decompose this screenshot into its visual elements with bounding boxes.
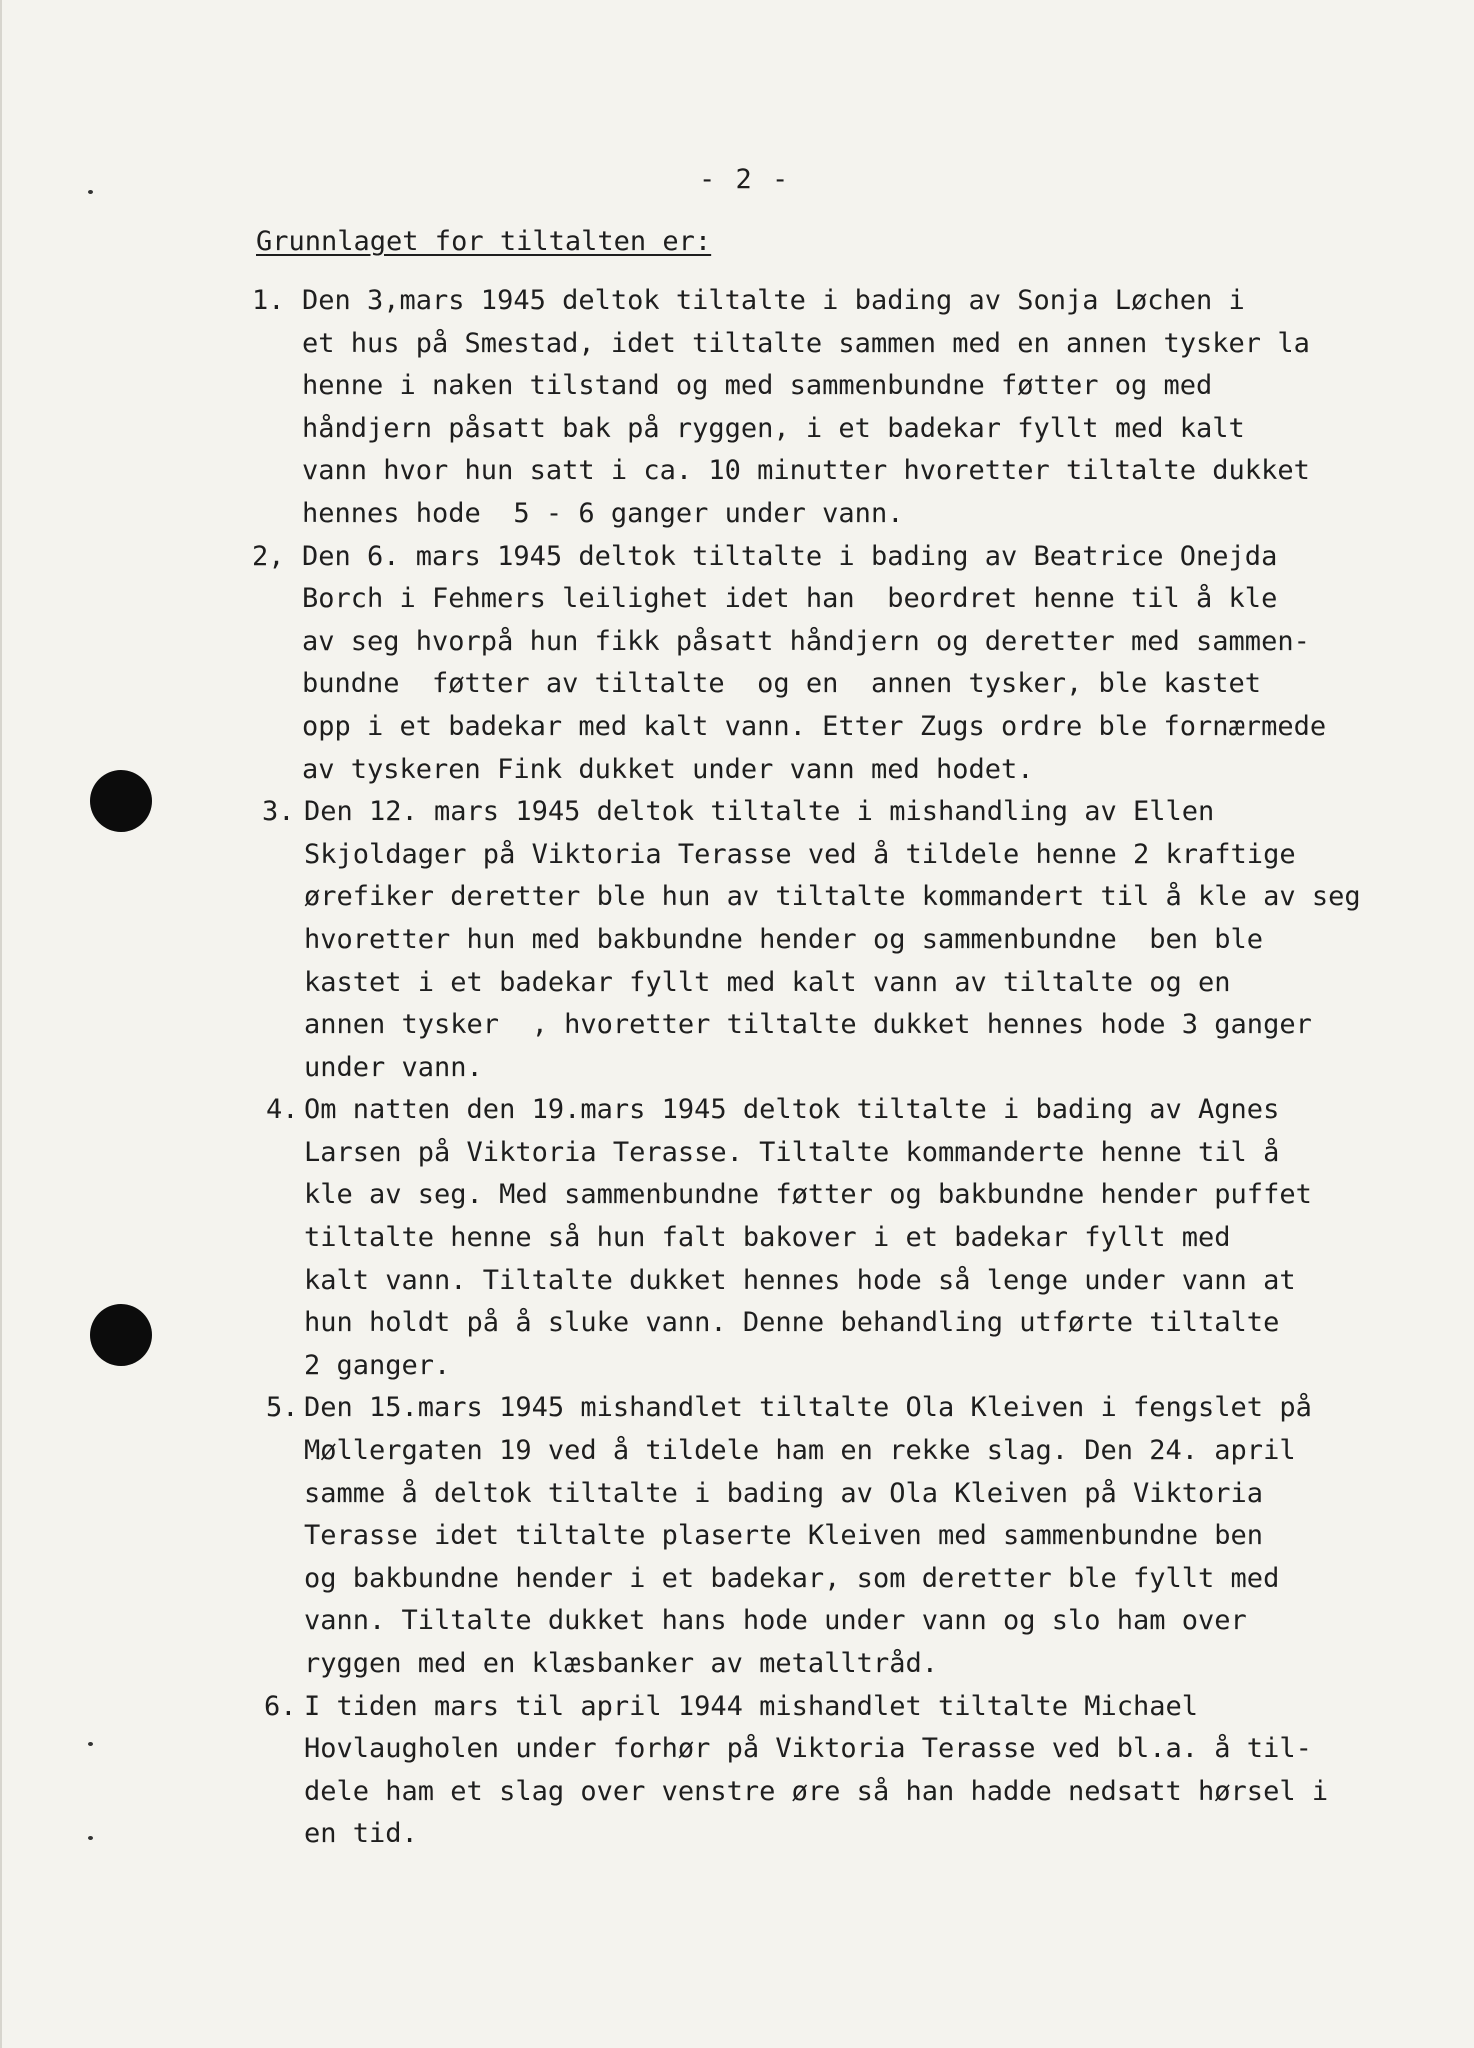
text-line: bundne føtter av tiltalte og en annen tysker, ble kastet	[302, 668, 1262, 700]
list-item	[264, 1686, 1432, 1856]
paper-speck	[88, 1742, 93, 1746]
text-line: 2 ganger.	[304, 1349, 451, 1381]
text-line: et hus på Smestad, idet tiltalte sammen med en annen tysker la	[302, 327, 1310, 359]
text-line: av tyskeren Fink dukket under vann med hodet.	[302, 753, 1034, 785]
text-line: hvoretter hun med bakbundne hender og sammenbundne ben ble	[304, 923, 1264, 955]
text-line: Borch i Fehmers leilighet idet han beordret henne til å kle	[302, 583, 1278, 615]
text-line: ørefiker deretter ble hun av tiltalte kommandert til å kle av seg	[304, 881, 1361, 913]
text-line: ryggen med en klæsbanker av metalltråd.	[304, 1648, 938, 1679]
text-line: I tiden mars til april 1944 mishandlet tiltalte Michael	[304, 1690, 1199, 1722]
text-line: av seg hvorpå hun fikk påsatt håndjern og deretter med sammen-	[302, 625, 1310, 657]
punch-hole-top	[90, 770, 152, 832]
text-line: Om natten den 19.mars 1945 deltok tiltalte i bading av Agnes	[304, 1094, 1280, 1126]
text-line: Hovlaugholen under forhør på Viktoria Terasse ved bl.a. å til-	[304, 1733, 1312, 1765]
text-line: håndjern påsatt bak på ryggen, i et badekar fyllt med kalt	[302, 412, 1245, 444]
text-line: kalt vann. Tiltalte dukket hennes hode så lenge under vann at	[304, 1264, 1296, 1296]
text-line: hennes hode 5 - 6 ganger under vann.	[302, 497, 904, 529]
text-line: vann hvor hun satt i ca. 10 minutter hvoretter tiltalte dukket	[302, 455, 1310, 487]
text-line: Den 3,mars 1945 deltok tiltalte i bading av Sonja Løchen i	[302, 285, 1245, 316]
text-line: tiltalte henne så hun falt bakover i et badekar fyllt med	[304, 1222, 1231, 1254]
text-line: hun holdt på å sluke vann. Denne behandling utførte tiltalte	[304, 1307, 1280, 1339]
text-line: Den 12. mars 1945 deltok tiltalte i mishandling av Ellen	[304, 796, 1215, 828]
list-item	[266, 1089, 1432, 1387]
list-item	[266, 1387, 1432, 1685]
text-line: vann. Tiltalte dukket hans hode under vann og slo ham over	[304, 1605, 1247, 1637]
text-line: Møllergaten 19 ved å tildele ham en rekke slag. Den 24. april	[304, 1435, 1296, 1467]
punch-hole-bottom	[90, 1304, 152, 1366]
paper-speck	[88, 1836, 93, 1840]
text-line: annen tysker , hvoretter tiltalte dukket hennes hode 3 ganger	[304, 1009, 1312, 1041]
item-number: 2,	[252, 540, 285, 572]
list-item	[252, 280, 1432, 536]
section-heading: Grunnlaget for tiltalten er:	[256, 226, 712, 257]
list-item	[252, 536, 1432, 792]
text-line: Skjoldager på Viktoria Terasse ved å tildele henne 2 kraftige	[304, 838, 1296, 870]
text-line: henne i naken tilstand og med sammenbundne føtter og med	[302, 370, 1213, 402]
text-line: kle av seg. Med sammenbundne føtter og bakbundne hender puffet	[304, 1179, 1312, 1211]
text-line: samme å deltok tiltalte i bading av Ola Kleiven på Viktoria	[304, 1477, 1264, 1509]
list-item	[262, 791, 1432, 1089]
page-number: - 2 -	[699, 164, 791, 195]
item-number: 6.	[264, 1690, 297, 1722]
paper-speck	[88, 190, 93, 194]
text-line: Den 15.mars 1945 mishandlet tiltalte Ola Kleiven i fengslet på	[304, 1392, 1312, 1424]
text-line: Terasse idet tiltalte plaserte Kleiven med sammenbundne ben	[304, 1520, 1264, 1552]
text-line: dele ham et slag over venstre øre så han hadde nedsatt hørsel i	[304, 1775, 1329, 1807]
item-number: 4.	[266, 1094, 299, 1126]
item-number: 5.	[266, 1392, 299, 1424]
text-line: Den 6. mars 1945 deltok tiltalte i bading av Beatrice Onejda	[302, 540, 1278, 572]
item-number: 3.	[262, 796, 295, 828]
charge-list	[252, 280, 1432, 1856]
text-line: en tid.	[304, 1818, 418, 1850]
text-line: og bakbundne hender i et badekar, som deretter ble fyllt med	[304, 1562, 1280, 1594]
item-number: 1.	[252, 285, 285, 316]
text-line: kastet i et badekar fyllt med kalt vann av tiltalte og en	[304, 966, 1231, 998]
text-line: Larsen på Viktoria Terasse. Tiltalte kommanderte henne til å	[304, 1136, 1280, 1168]
text-line: under vann.	[304, 1051, 483, 1083]
text-line: opp i et badekar med kalt vann. Etter Zugs ordre ble fornærmede	[302, 710, 1327, 742]
